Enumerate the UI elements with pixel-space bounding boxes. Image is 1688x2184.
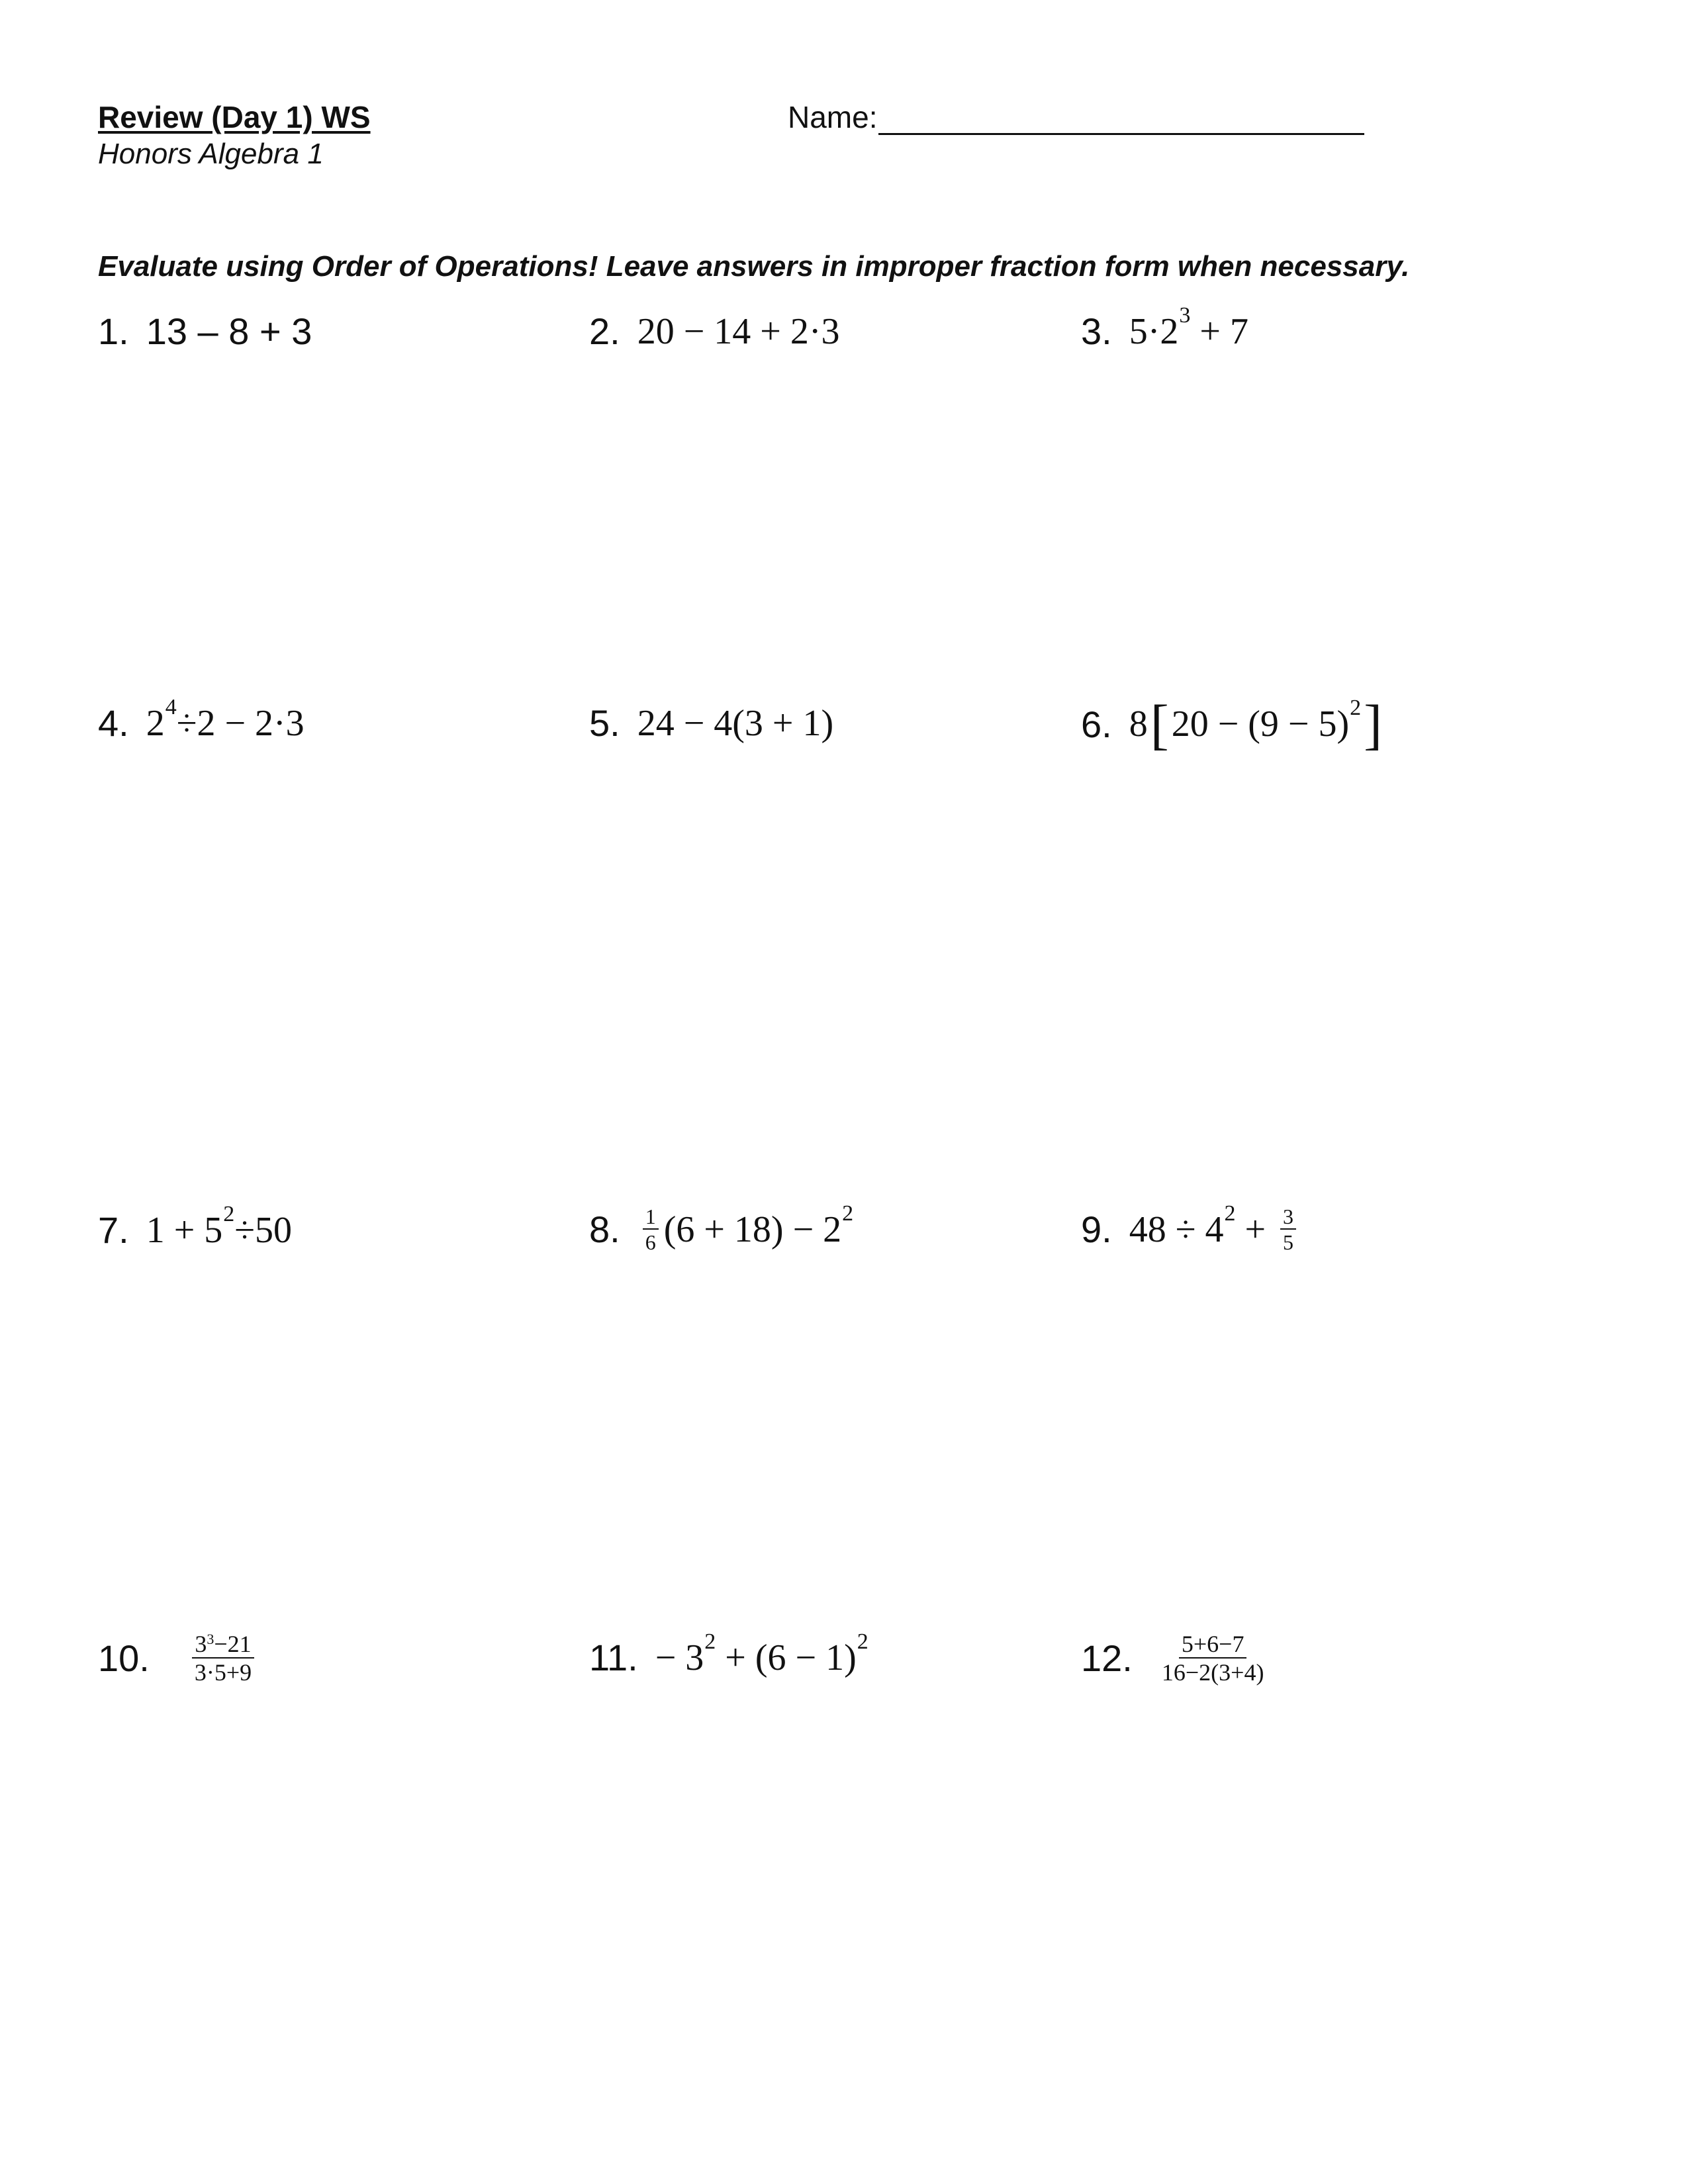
expression-part: 48 ÷ 4 — [1129, 1208, 1224, 1250]
problem-expression — [655, 1629, 868, 1679]
problem-expression: 13 – 8 + 3 — [146, 310, 312, 352]
fraction-denominator: 5 — [1283, 1230, 1294, 1254]
expression-part: ÷2 − 2·3 — [176, 702, 305, 744]
exponent: 3 — [1179, 302, 1191, 328]
expression-part: + — [1235, 1208, 1276, 1250]
problem-expression: 24 − 4(3 + 1) — [637, 702, 834, 744]
problem-number: 2. — [589, 310, 620, 352]
problem-number: 3. — [1081, 310, 1112, 352]
expression-part: (6 + 18) − 2 — [663, 1208, 842, 1250]
problem-number: 11. — [589, 1637, 638, 1678]
fraction — [1280, 1206, 1296, 1253]
problem-number: 10. — [98, 1637, 150, 1679]
expression-part: 1 + 5 — [146, 1209, 223, 1251]
problem-1 — [98, 310, 312, 353]
fraction — [643, 1206, 659, 1253]
problem-number: 5. — [589, 702, 620, 744]
problem-expression — [637, 1201, 854, 1254]
name-label: Name: — [788, 100, 878, 134]
problem-expression — [146, 694, 305, 745]
problem-number: 1. — [98, 310, 129, 352]
problem-4 — [98, 694, 305, 745]
problem-number: 12. — [1081, 1637, 1133, 1679]
fraction-denominator: 3·5+9 — [194, 1659, 252, 1686]
problem-10 — [98, 1632, 259, 1684]
exponent: 3 — [207, 1631, 214, 1647]
open-bracket: [ — [1150, 694, 1169, 756]
expression-part: − 3 — [655, 1637, 704, 1678]
exponent: 4 — [165, 694, 177, 719]
expression-part: 3 — [195, 1631, 207, 1657]
directions-text: Evaluate using Order of Operations! Leave answers in improper fraction form when necessary. — [98, 250, 1410, 283]
fraction-numerator: 5+6−7 — [1179, 1632, 1247, 1659]
problem-3 — [1081, 302, 1248, 353]
problem-8 — [589, 1201, 854, 1254]
fraction-numerator: 1 — [643, 1206, 659, 1230]
problem-expression: 20 − 14 + 2·3 — [637, 310, 840, 352]
problem-2 — [589, 310, 840, 353]
expression-part: 8 — [1129, 704, 1148, 745]
close-bracket: ] — [1364, 694, 1383, 756]
expression-part: ÷50 — [234, 1209, 293, 1251]
exponent: 2 — [857, 1629, 868, 1654]
problem-number: 7. — [98, 1209, 129, 1251]
problem-expression — [1129, 1201, 1301, 1254]
exponent: 2 — [704, 1629, 716, 1654]
problem-5 — [589, 702, 833, 745]
problem-11 — [589, 1629, 868, 1679]
problem-expression — [146, 1201, 293, 1251]
problem-12 — [1081, 1632, 1272, 1684]
fraction-denominator: 6 — [645, 1230, 656, 1254]
name-field — [788, 99, 1364, 135]
problem-expression — [187, 1632, 259, 1684]
problem-number: 8. — [589, 1208, 620, 1250]
problem-expression — [1129, 302, 1248, 353]
problem-number: 4. — [98, 702, 129, 744]
problem-6 — [1081, 694, 1385, 756]
expression-part: + (6 − 1) — [716, 1637, 857, 1678]
expression-part: 20 − (9 − 5) — [1171, 704, 1350, 745]
expression-part: −21 — [214, 1631, 252, 1657]
fraction-numerator — [192, 1632, 254, 1659]
expression-part: 5·2 — [1129, 310, 1179, 352]
problem-7 — [98, 1201, 293, 1251]
fraction — [1159, 1632, 1267, 1684]
fraction-denominator: 16−2(3+4) — [1161, 1659, 1264, 1686]
fraction-numerator: 3 — [1280, 1206, 1296, 1230]
exponent: 2 — [1224, 1201, 1236, 1226]
name-blank-line — [878, 105, 1364, 135]
exponent: 2 — [1350, 696, 1362, 720]
exponent: 2 — [223, 1201, 235, 1226]
problem-expression — [1129, 694, 1385, 756]
fraction — [192, 1632, 254, 1684]
expression-part: + 7 — [1190, 310, 1248, 352]
worksheet-title: Review (Day 1) WS — [98, 100, 371, 134]
problem-9 — [1081, 1201, 1301, 1254]
expression-part: 2 — [146, 702, 165, 744]
course-subtitle: Honors Algebra 1 — [98, 138, 324, 170]
exponent: 2 — [842, 1201, 854, 1226]
problem-number: 6. — [1081, 703, 1112, 745]
problem-expression — [1154, 1632, 1272, 1684]
problem-number: 9. — [1081, 1208, 1112, 1250]
